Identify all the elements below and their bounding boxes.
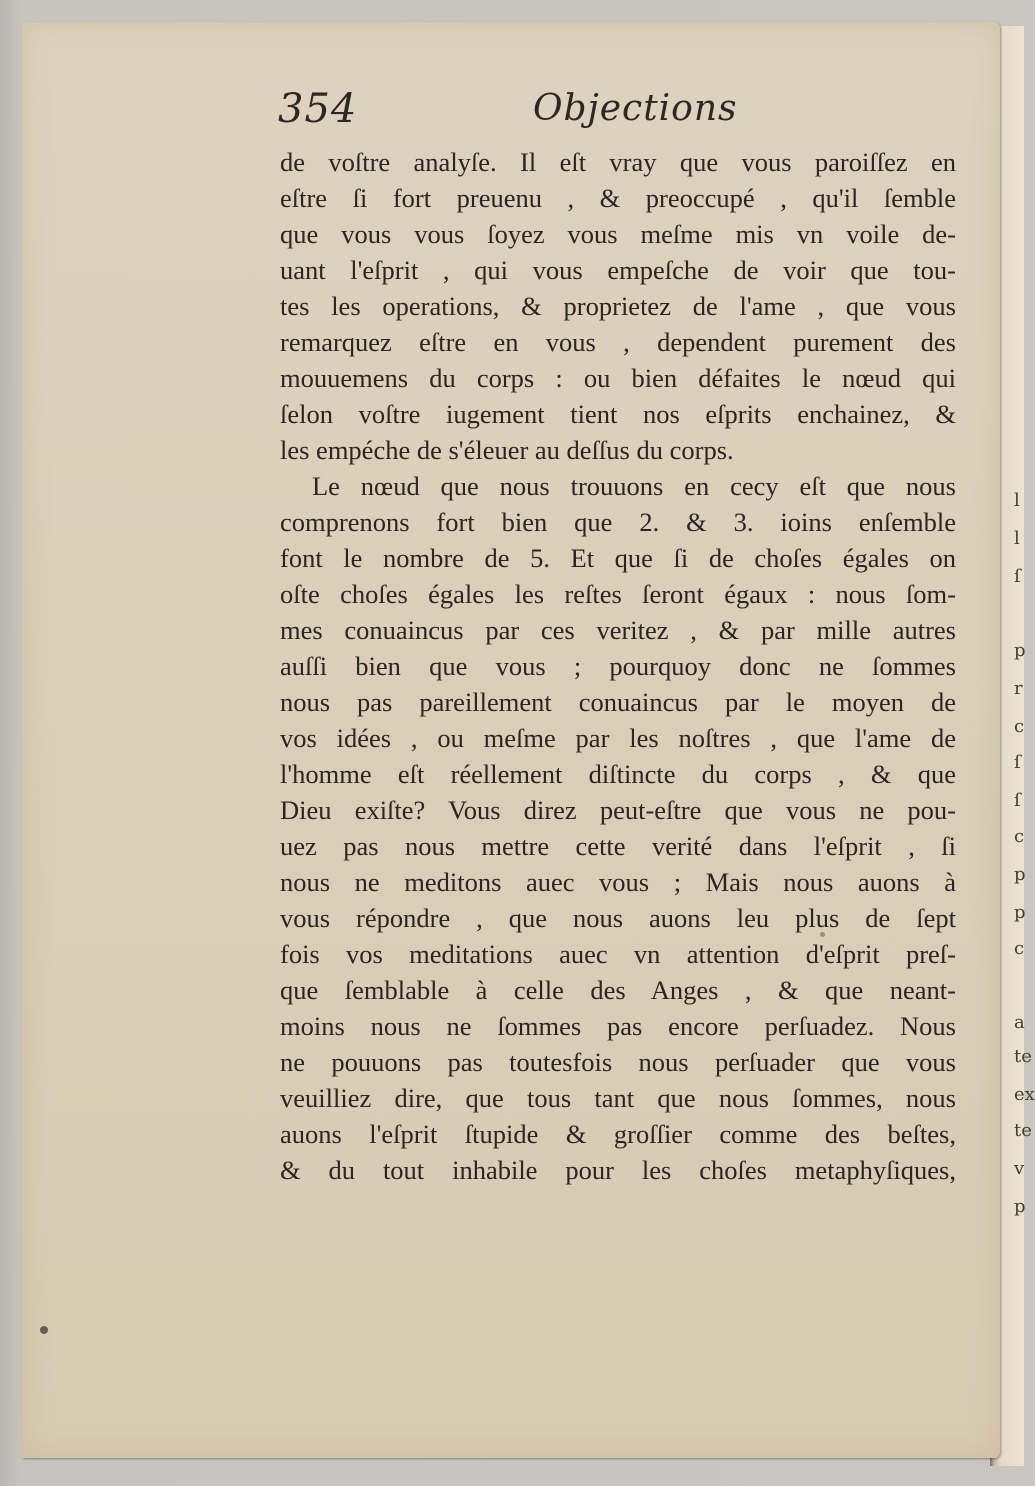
body-text bbox=[280, 144, 956, 1188]
edge-letter: c bbox=[1014, 716, 1025, 737]
text-line: l'homme eſt réellement diſtincte du corps , & que bbox=[280, 759, 956, 789]
edge-letter: ſ bbox=[1014, 752, 1021, 773]
text-line: & du tout inhabile pour les choſes metaphyſiques, bbox=[280, 1155, 956, 1185]
text-line: font le nombre de 5. Et que ſi de choſes égales on bbox=[280, 543, 956, 573]
edge-letter: l bbox=[1014, 490, 1020, 511]
text-line: ne pouuons pas toutesfois nous perſuader que vous bbox=[280, 1047, 956, 1077]
text-line: que ſemblable à celle des Anges , & que neant- bbox=[280, 975, 956, 1005]
text-line: comprenons fort bien que 2. & 3. ioins enſemble bbox=[280, 507, 956, 537]
edge-letter: p bbox=[1014, 640, 1026, 661]
text-line: vous répondre , que nous auons leu plus de ſept bbox=[280, 903, 956, 933]
edge-letter: v bbox=[1014, 1158, 1025, 1179]
edge-letter: c bbox=[1014, 938, 1025, 959]
text-line: mouuemens du corps : ou bien défaites le nœud qui bbox=[280, 363, 956, 393]
text-line: ſelon voſtre iugement tient nos eſprits enchainez, & bbox=[280, 399, 956, 429]
text-line: de voſtre analyſe. Il eſt vray que vous paroiſſez en bbox=[280, 147, 956, 177]
text-line: fois vos meditations auec vn attention d'eſprit preſ- bbox=[280, 939, 956, 969]
text-line: auons l'eſprit ſtupide & groſſier comme des beſtes, bbox=[280, 1119, 956, 1149]
edge-letter: p bbox=[1014, 864, 1026, 885]
edge-letter: p bbox=[1014, 1196, 1026, 1217]
text-line: nous pas pareillement conuaincus par le moyen de bbox=[280, 687, 956, 717]
edge-letter: te bbox=[1014, 1120, 1032, 1141]
edge-letter: ex bbox=[1014, 1084, 1035, 1105]
page-number: 354 bbox=[278, 86, 358, 132]
text-line: vos idées , ou meſme par les noſtres , que l'ame de bbox=[280, 723, 956, 753]
text-line: Dieu exiſte? Vous direz peut-eſtre que vous ne pou- bbox=[280, 795, 956, 825]
edge-letter: l bbox=[1014, 528, 1020, 549]
text-line: moins nous ne ſommes pas encore perſuadez. Nous bbox=[280, 1011, 956, 1041]
text-line: uant l'eſprit , qui vous empeſche de voir que tou- bbox=[280, 255, 956, 285]
edge-letter: p bbox=[1014, 902, 1026, 923]
edge-letter: ſ bbox=[1014, 566, 1021, 587]
edge-letter: r bbox=[1014, 678, 1023, 699]
ink-spot bbox=[40, 1326, 48, 1334]
text-line: veuilliez dire, que tous tant que nous ſommes, nous bbox=[280, 1083, 956, 1113]
edge-letter: c bbox=[1014, 826, 1025, 847]
text-line: tes les operations, & proprietez de l'ame , que vous bbox=[280, 291, 956, 321]
edge-letter: te bbox=[1014, 1046, 1032, 1067]
ink-spot bbox=[820, 932, 825, 937]
text-line: nous ne meditons auec vous ; Mais nous auons à bbox=[280, 867, 956, 897]
paragraph-start-line: Le nœud que nous trouuons en cecy eſt que nous bbox=[312, 471, 956, 501]
edge-letter: ſ bbox=[1014, 790, 1021, 811]
text-line: oſte choſes égales les reſtes ſeront égaux : nous ſom- bbox=[280, 579, 956, 609]
edge-letter: a bbox=[1014, 1012, 1025, 1033]
text-line: les empéche de s'éleuer au deſſus du corps. bbox=[280, 435, 734, 465]
text-line: remarquez eſtre en vous , dependent purement des bbox=[280, 327, 956, 357]
text-line: auſſi bien que vous ; pourquoy donc ne ſommes bbox=[280, 651, 956, 681]
text-line: que vous vous ſoyez vous meſme mis vn voile de- bbox=[280, 219, 956, 249]
text-line: uez pas nous mettre cette verité dans l'eſprit , ſi bbox=[280, 831, 956, 861]
text-line: mes conuaincus par ces veritez , & par mille autres bbox=[280, 615, 956, 645]
running-title: Objections bbox=[533, 88, 738, 129]
text-line: eſtre ſi fort preuenu , & preoccupé , qu'il ſemble bbox=[280, 183, 956, 213]
page-header bbox=[0, 86, 1024, 136]
